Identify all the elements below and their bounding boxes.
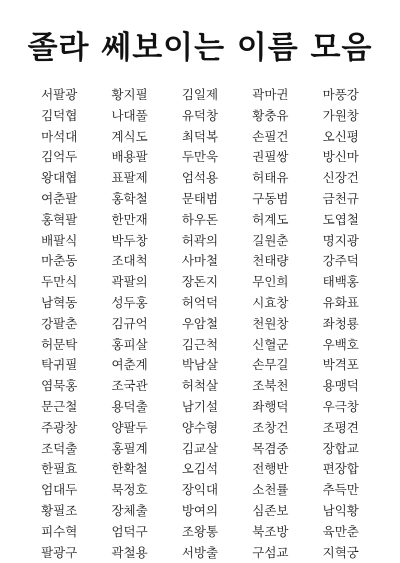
name-entry: 방신마: [322, 149, 359, 165]
name-entry: 목겸중: [252, 440, 289, 456]
name-entry: 한만재: [111, 211, 148, 227]
name-entry: 홍학철: [111, 190, 148, 206]
name-entry: 허억덕: [181, 294, 219, 310]
name-entry: 한필효: [41, 461, 78, 477]
name-entry: 양수형: [181, 419, 219, 435]
name-entry: 허척살: [181, 378, 219, 394]
name-entry: 배용팔: [111, 149, 148, 165]
name-entry: 왕대협: [41, 170, 78, 186]
name-entry: 표팔제: [111, 170, 148, 186]
name-entry: 신장건: [322, 170, 359, 186]
name-entry: 오신평: [322, 128, 359, 144]
name-entry: 김억두: [41, 149, 78, 165]
name-entry: 박남살: [181, 357, 219, 373]
name-entry: 강팔춘: [41, 315, 78, 331]
name-entry: 권필쌍: [252, 149, 289, 165]
name-entry: 무인희: [252, 274, 289, 290]
name-entry: 허계도: [252, 211, 289, 227]
name-entry: 조덕출: [41, 440, 78, 456]
name-entry: 최덕복: [181, 128, 219, 144]
name-entry: 마석대: [41, 128, 78, 144]
name-entry: 두만욱: [181, 149, 219, 165]
name-entry: 도엽철: [322, 211, 359, 227]
name-entry: 김규억: [111, 315, 148, 331]
name-entry: 장합교: [322, 440, 359, 456]
name-grid: [24, 85, 376, 563]
name-entry: 김근척: [181, 336, 219, 352]
name-entry: 남기설: [181, 398, 219, 414]
name-entry: 우암철: [181, 315, 219, 331]
name-entry: 배팔식: [41, 232, 78, 248]
name-entry: 용맹덕: [322, 378, 359, 394]
name-entry: 조창건: [252, 419, 289, 435]
name-entry: 신혈군: [252, 336, 289, 352]
name-entry: 추득만: [322, 482, 359, 498]
name-entry: 북조방: [252, 523, 289, 539]
name-entry: 조평견: [322, 419, 359, 435]
name-entry: 구섬교: [252, 544, 289, 560]
name-entry: 소천률: [252, 482, 289, 498]
name-entry: 구동범: [252, 190, 289, 206]
name-entry: 문근철: [41, 398, 78, 414]
name-entry: 황필조: [41, 502, 78, 518]
name-entry: 허곽의: [181, 232, 219, 248]
name-entry: 곽팔의: [111, 274, 148, 290]
name-entry: 홍필계: [111, 440, 148, 456]
name-entry: 홍혁팔: [41, 211, 78, 227]
name-entry: 조국관: [111, 378, 148, 394]
name-entry: 심존보: [252, 502, 289, 518]
name-entry: 여춘계: [111, 357, 148, 373]
name-entry: 명지광: [322, 232, 359, 248]
name-entry: 좌청룡: [322, 315, 359, 331]
name-entry: 허문탁: [41, 336, 78, 352]
name-entry: 방여의: [181, 502, 219, 518]
name-entry: 나대풀: [111, 107, 148, 123]
name-entry: 곽철용: [111, 544, 148, 560]
name-entry: 양팔두: [111, 419, 148, 435]
page-title: 졸라 쎄보이는 이름 모음: [27, 30, 373, 66]
name-entry: 시효창: [252, 294, 289, 310]
name-entry: 계식도: [111, 128, 148, 144]
name-entry: 지혁궁: [322, 544, 359, 560]
name-entry: 염묵홍: [41, 378, 78, 394]
name-entry: 강주덕: [322, 253, 359, 269]
name-entry: 서팔광: [41, 87, 78, 102]
name-entry: 유덕창: [181, 107, 219, 123]
name-entry: 길원춘: [252, 232, 289, 248]
name-entry: 우극창: [322, 398, 359, 414]
name-entry: 황지필: [111, 87, 148, 102]
name-entry: 금천규: [322, 190, 359, 206]
name-entry: 마풍강: [322, 87, 359, 102]
name-entry: 편장합: [322, 461, 359, 477]
name-entry: 남익황: [322, 502, 359, 518]
name-entry: 조왕통: [181, 523, 219, 539]
name-entry: 가원창: [322, 107, 359, 123]
name-entry: 남혁동: [41, 294, 78, 310]
name-entry: 김교살: [181, 440, 219, 456]
name-entry: 묵정호: [111, 482, 148, 498]
name-entry: 김덕협: [41, 107, 78, 123]
name-entry: 조대척: [111, 253, 148, 269]
name-entry: 조북천: [252, 378, 289, 394]
name-entry: 여춘팔: [41, 190, 78, 206]
name-entry: 허태유: [252, 170, 289, 186]
name-entry: 두만식: [41, 274, 78, 290]
name-entry: 탁귀필: [41, 357, 78, 373]
name-entry: 김일제: [181, 87, 219, 102]
name-entry: 하우돈: [181, 211, 219, 227]
name-entry: 장체출: [111, 502, 148, 518]
name-entry: 장익대: [181, 482, 219, 498]
name-entry: 천태량: [252, 253, 289, 269]
name-entry: 손무길: [252, 357, 289, 373]
name-entry: 천원창: [252, 315, 289, 331]
name-entry: 유화표: [322, 294, 359, 310]
name-entry: 팔광구: [41, 544, 78, 560]
name-entry: 황충유: [252, 107, 289, 123]
name-entry: 장돈지: [181, 274, 219, 290]
name-entry: 한확철: [111, 461, 148, 477]
name-entry: 용덕출: [111, 398, 148, 414]
name-entry: 태백홍: [322, 274, 359, 290]
name-entry: 마춘동: [41, 253, 78, 269]
name-entry: 우백호: [322, 336, 359, 352]
name-entry: 전행반: [252, 461, 289, 477]
name-entry: 손필건: [252, 128, 289, 144]
name-entry: 피수혁: [41, 523, 78, 539]
name-entry: 홍피살: [111, 336, 148, 352]
name-entry: 박두창: [111, 232, 148, 248]
name-entry: 사마철: [181, 253, 219, 269]
name-entry: 박격포: [322, 357, 359, 373]
name-entry: 좌행덕: [252, 398, 289, 414]
name-entry: 엄대두: [41, 482, 78, 498]
name-entry: 문태범: [181, 190, 219, 206]
name-entry: 성두홍: [111, 294, 148, 310]
name-entry: 육만춘: [322, 523, 359, 539]
name-entry: 곽마귄: [252, 87, 289, 102]
name-entry: 엄덕구: [111, 523, 148, 539]
name-entry: 엄석용: [181, 170, 219, 186]
name-entry: 서방출: [181, 544, 219, 560]
name-entry: 주광창: [41, 419, 78, 435]
name-entry: 오김석: [181, 461, 219, 477]
